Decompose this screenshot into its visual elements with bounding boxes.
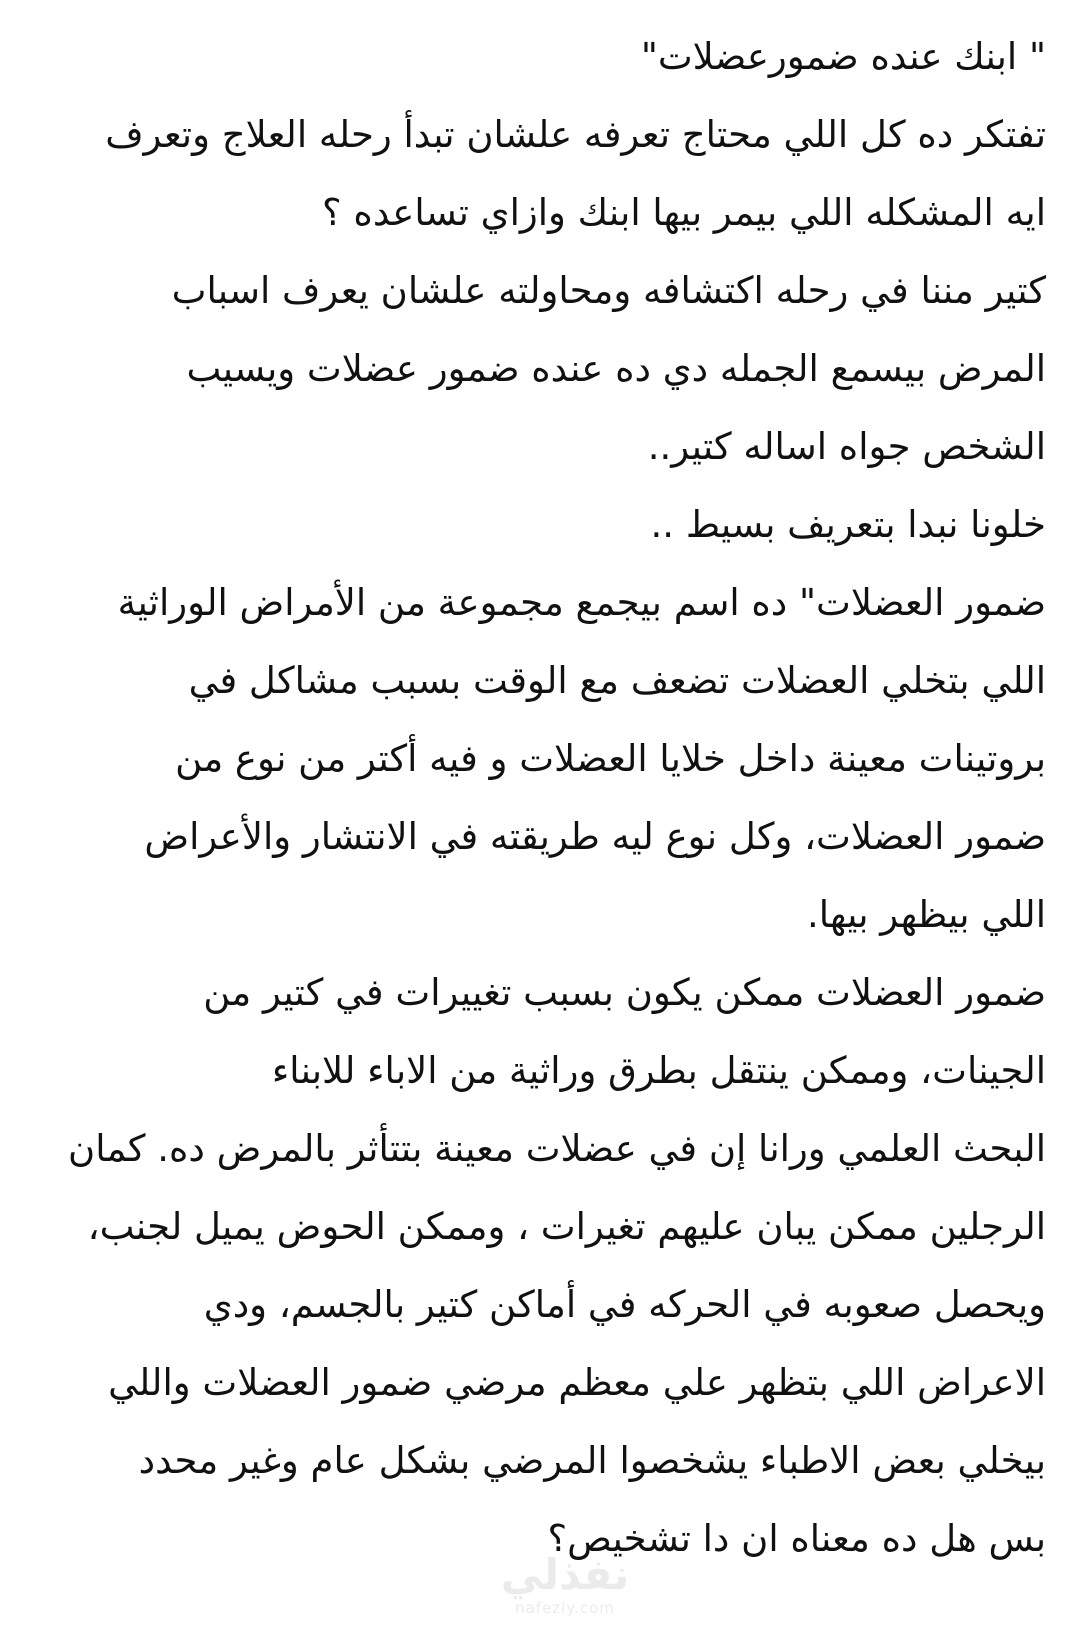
watermark-domain: nafezly.com	[515, 1599, 615, 1617]
text-line-19: بيخلي بعض الاطباء يشخصوا المرضي بشكل عام وغير محدد	[138, 1439, 1046, 1482]
watermark-logo-text: نفذلي	[500, 1550, 630, 1599]
text-line-14: الجينات، وممكن ينتقل بطرق وراثية من الاباء للابناء	[271, 1049, 1046, 1092]
text-line-2: تفتكر ده كل اللي محتاج تعرفه علشان تبدأ رحله العلاج وتعرف	[105, 113, 1046, 156]
text-line-1: " ابنك عنده ضمورعضلات"	[640, 35, 1046, 78]
text-line-15: البحث العلمي ورانا إن في عضلات معينة بتتأثر بالمرض ده. كمان	[68, 1127, 1046, 1170]
text-line-3: ايه المشكله اللي بيمر بيها ابنك وازاي تساعده ؟	[322, 191, 1046, 234]
text-line-7: خلونا نبدا بتعريف بسيط ..	[650, 503, 1046, 546]
text-line-5: المرض بيسمع الجمله دي ده عنده ضمور عضلات ويسيب	[186, 347, 1046, 390]
text-line-20: بس هل ده معناه ان دا تشخيص؟	[547, 1517, 1046, 1560]
text-line-12: اللي بيظهر بيها.	[806, 893, 1046, 936]
text-line-16: الرجلين ممكن يبان عليهم تغيرات ، وممكن الحوض يميل لجنب،	[87, 1205, 1046, 1248]
text-line-11: ضمور العضلات، وكل نوع ليه طريقته في الانتشار والأعراض	[144, 815, 1046, 858]
article-text	[36, 18, 1046, 1578]
text-line-6: الشخص جواه اساله كتير..	[647, 425, 1046, 468]
text-line-8: ضمور العضلات" ده اسم بيجمع مجموعة من الأمراض الوراثية	[117, 581, 1046, 624]
text-line-18: الاعراض اللي بتظهر علي معظم مرضي ضمور العضلات واللي	[108, 1361, 1046, 1404]
text-line-13: ضمور العضلات ممكن يكون بسبب تغييرات في كتير من	[203, 971, 1046, 1014]
text-line-17: ويحصل صعوبه في الحركه في أماكن كتير بالجسم، ودي	[203, 1283, 1046, 1326]
text-line-4: كتير مننا في رحله اكتشافه ومحاولته علشان يعرف اسباب	[171, 269, 1046, 312]
text-line-10: بروتينات معينة داخل خلايا العضلات و فيه أكتر من نوع من	[175, 737, 1046, 780]
text-line-9: اللي بتخلي العضلات تضعف مع الوقت بسبب مشاكل في	[188, 659, 1046, 702]
